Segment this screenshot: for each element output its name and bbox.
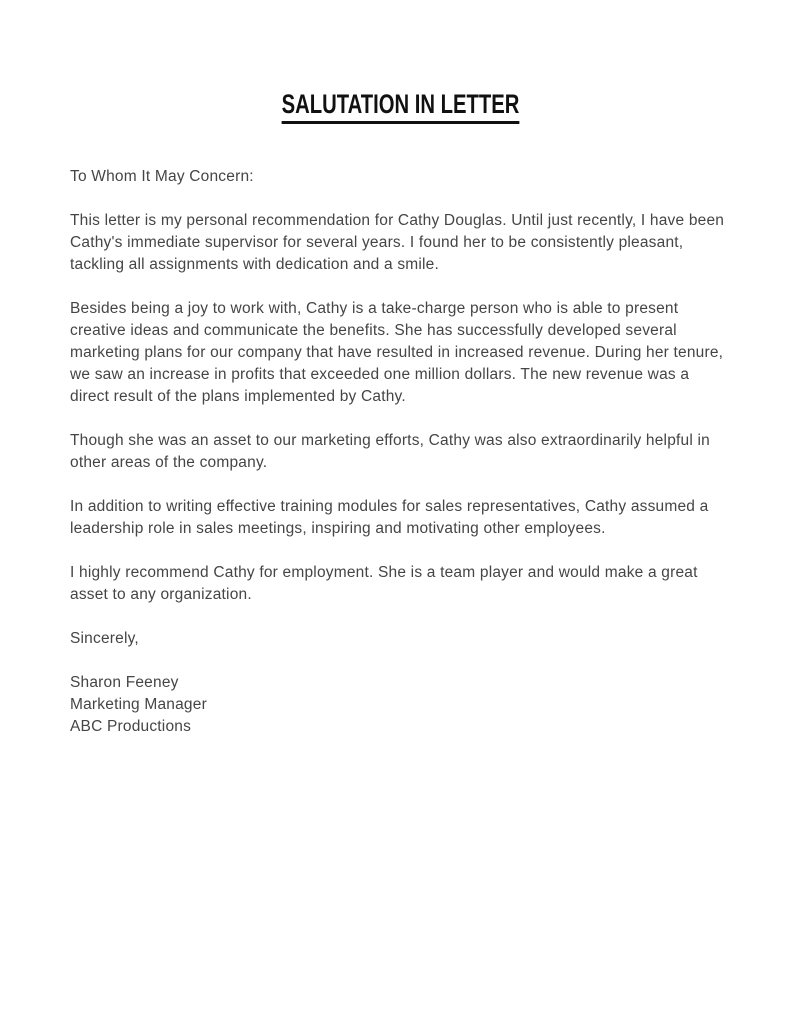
letter-paragraph: This letter is my personal recommendation for Cathy Douglas. Until just recently, I have been Cathy's immediate supervisor for several years. I found her to be consistently pleasant, tackling all assignments with dedication and a smile.: [70, 212, 725, 273]
signature-job-title: Marketing Manager: [70, 696, 207, 713]
signature-block: [70, 672, 730, 738]
page-title: SALUTATION IN LETTER: [281, 90, 519, 124]
letter-salutation: To Whom It May Concern:: [70, 168, 254, 185]
letter-paragraph: In addition to writing effective training modules for sales representatives, Cathy assumed a leadership role in sales meetings, inspiring and motivating other employees.: [70, 498, 709, 537]
signature-name: Sharon Feeney: [70, 674, 179, 691]
letter-body: [70, 166, 730, 738]
letter-paragraph: Though she was an asset to our marketing efforts, Cathy was also extraordinarily helpful in other areas of the company.: [70, 432, 710, 471]
letter-paragraph: Besides being a joy to work with, Cathy is a take-charge person who is able to present creative ideas and communicate the benefits. She has successfully developed several marketing plans for our company that have resulted in increased revenue. During her tenure, we saw an increase in profits that exceeded one million dollars. The new revenue was a direct result of the plans implemented by Cathy.: [70, 300, 724, 405]
letter-closing: Sincerely,: [70, 630, 139, 647]
title-container: [70, 90, 730, 124]
signature-company: ABC Productions: [70, 718, 192, 735]
letter-paragraph: I highly recommend Cathy for employment. She is a team player and would make a great asset to any organization.: [70, 564, 698, 603]
